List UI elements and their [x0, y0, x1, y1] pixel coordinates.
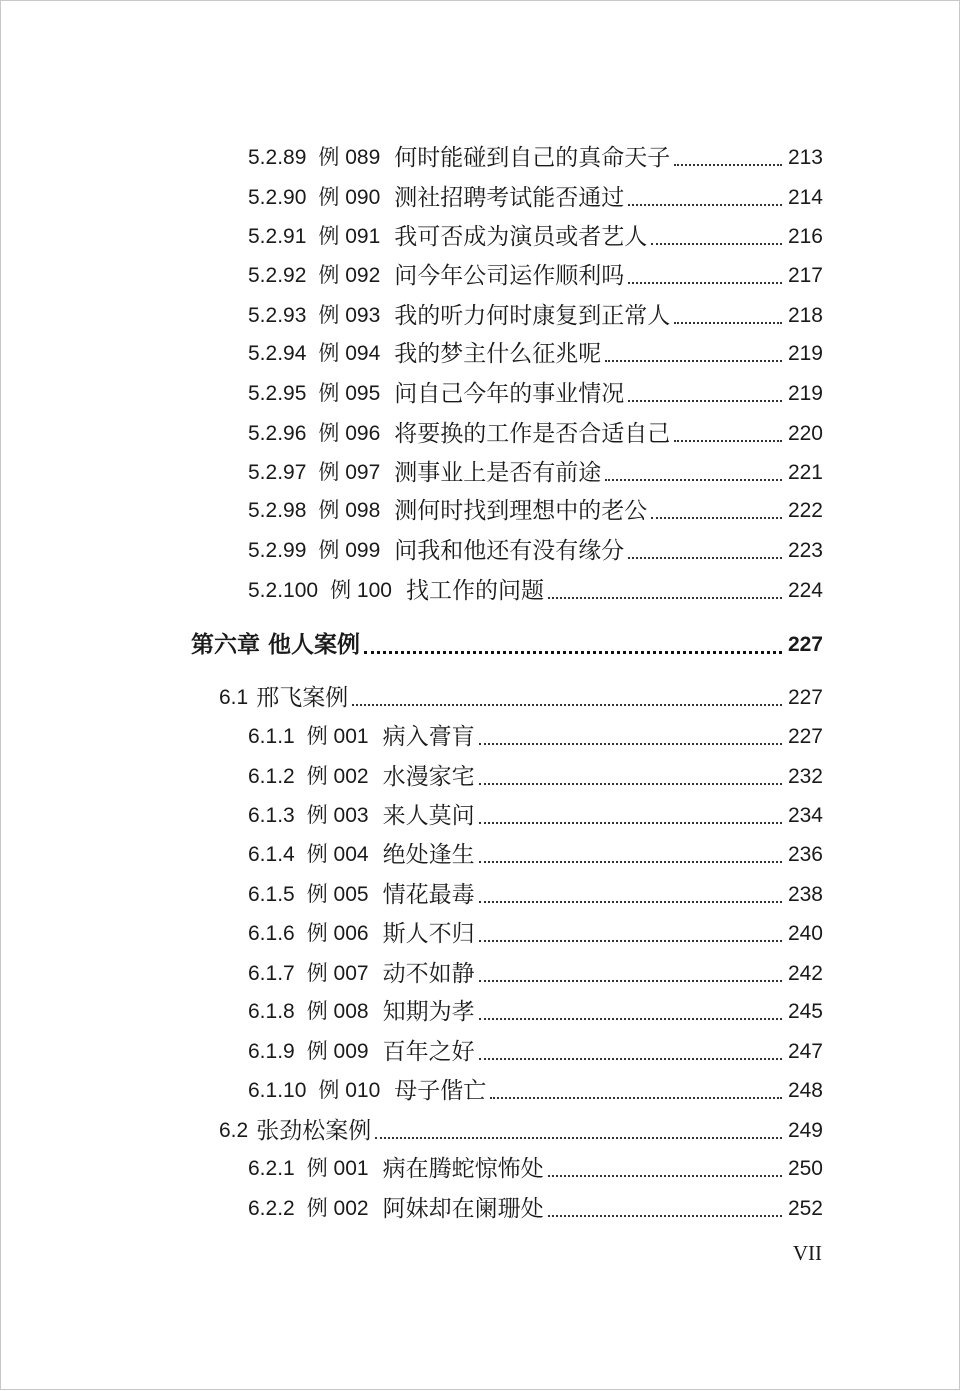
toc-entry[interactable]	[248, 183, 823, 213]
entry-number: 5.2.99	[248, 539, 307, 562]
dot-leader	[479, 901, 782, 903]
toc-entry[interactable]	[248, 919, 823, 949]
dot-leader	[479, 783, 782, 785]
dot-leader	[628, 400, 782, 402]
page-number: 242	[787, 962, 823, 985]
entry-number: 6.1.7	[248, 962, 295, 985]
toc-entry[interactable]	[248, 143, 823, 173]
dot-leader	[628, 204, 782, 206]
entry-title: 将要换的工作是否合适自己	[394, 421, 671, 447]
entry-number: 5.2.95	[248, 382, 307, 405]
dot-leader	[490, 1097, 782, 1099]
toc-section[interactable]	[219, 1116, 823, 1146]
toc-entry[interactable]	[248, 576, 823, 606]
example-label: 例 094	[318, 342, 381, 365]
dot-leader	[651, 517, 782, 519]
entry-title: 测社招聘考试能否通过	[394, 185, 625, 211]
entry-number: 5.2.100	[248, 579, 319, 602]
example-label: 例 089	[318, 146, 381, 169]
entry-title: 问自己今年的事业情况	[394, 381, 625, 407]
example-label: 例 009	[306, 1040, 369, 1063]
entry-title: 问我和他还有没有缘分	[394, 538, 625, 564]
example-label: 例 005	[306, 883, 369, 906]
example-label: 例 010	[318, 1079, 381, 1102]
page-number: 222	[787, 499, 823, 522]
dot-leader	[628, 282, 782, 284]
page-number: 234	[787, 804, 823, 827]
entry-number: 5.2.94	[248, 342, 307, 365]
entry-number: 5.2.92	[248, 264, 307, 287]
example-label: 例 003	[306, 804, 369, 827]
example-label: 例 098	[318, 499, 381, 522]
page-number: 217	[787, 264, 823, 287]
toc-entry[interactable]	[248, 301, 823, 331]
toc-entry[interactable]	[248, 880, 823, 910]
toc-entry[interactable]	[248, 536, 823, 566]
entry-number: 5.2.91	[248, 225, 307, 248]
entry-title: 问今年公司运作顺利吗	[394, 263, 625, 289]
toc-chapter[interactable]	[191, 630, 823, 660]
entry-title: 水漫家宅	[382, 764, 475, 790]
page-number: 248	[787, 1079, 823, 1102]
chapter-title: 第六章 他人案例	[191, 632, 361, 658]
toc-entry[interactable]	[248, 419, 823, 449]
dot-leader	[479, 980, 782, 982]
example-label: 例 007	[306, 962, 369, 985]
example-label: 例 002	[306, 1197, 369, 1220]
toc-entry[interactable]	[248, 801, 823, 831]
entry-number: 6.1.1	[248, 725, 295, 748]
dot-leader	[651, 243, 782, 245]
example-label: 例 001	[306, 725, 369, 748]
example-label: 例 002	[306, 765, 369, 788]
dot-leader	[479, 940, 782, 942]
entry-title: 测事业上是否有前途	[394, 460, 602, 486]
toc-entry[interactable]	[248, 722, 823, 752]
toc-entry[interactable]	[248, 1037, 823, 1067]
example-label: 例 095	[318, 382, 381, 405]
entry-title: 知期为孝	[382, 999, 475, 1025]
toc-entry[interactable]	[248, 379, 823, 409]
page-number: 221	[787, 461, 823, 484]
dot-leader	[674, 164, 782, 166]
example-label: 例 004	[306, 843, 369, 866]
page-number: 240	[787, 922, 823, 945]
entry-title: 我的听力何时康复到正常人	[394, 303, 671, 329]
entry-number: 5.2.97	[248, 461, 307, 484]
entry-title: 斯人不归	[382, 921, 475, 947]
dot-leader	[674, 440, 782, 442]
dot-leader	[548, 1175, 782, 1177]
entry-title: 何时能碰到自己的真命天子	[394, 145, 671, 171]
dot-leader	[479, 743, 782, 745]
dot-leader	[674, 322, 782, 324]
entry-number: 5.2.98	[248, 499, 307, 522]
page-number: 249	[787, 1119, 823, 1142]
page-number: 247	[787, 1040, 823, 1063]
entry-number: 6.1.4	[248, 843, 295, 866]
page-number: 223	[787, 539, 823, 562]
entry-number: 6.2.1	[248, 1157, 295, 1180]
toc-section[interactable]	[219, 683, 823, 713]
dot-leader	[479, 1018, 782, 1020]
dot-leader	[352, 704, 782, 706]
dot-leader	[479, 861, 782, 863]
toc-entry[interactable]	[248, 496, 823, 526]
page-number: 214	[787, 186, 823, 209]
entry-title: 邢飞案例	[256, 685, 349, 711]
page-number: 238	[787, 883, 823, 906]
example-label: 例 096	[318, 422, 381, 445]
page-number: 232	[787, 765, 823, 788]
page-number: 236	[787, 843, 823, 866]
entry-title: 找工作的问题	[405, 578, 544, 604]
entry-number: 6.2	[219, 1119, 249, 1142]
entry-title: 我可否成为演员或者艺人	[394, 224, 648, 250]
entry-number: 5.2.89	[248, 146, 307, 169]
entry-title: 母子偕亡	[394, 1078, 487, 1104]
page-number: 216	[787, 225, 823, 248]
toc-entry[interactable]	[248, 1154, 823, 1184]
page-number: 252	[787, 1197, 823, 1220]
example-label: 例 090	[318, 186, 381, 209]
page-number: 227	[787, 633, 823, 656]
page-number: 224	[787, 579, 823, 602]
entry-number: 5.2.90	[248, 186, 307, 209]
entry-number: 6.1.2	[248, 765, 295, 788]
dot-leader	[479, 822, 782, 824]
entry-title: 张劲松案例	[256, 1118, 372, 1144]
dot-leader	[548, 597, 782, 599]
entry-number: 5.2.93	[248, 304, 307, 327]
dot-leader	[605, 360, 782, 362]
entry-title: 病入膏肓	[382, 724, 475, 750]
toc-entry[interactable]	[248, 959, 823, 989]
entry-title: 绝处逢生	[382, 842, 475, 868]
example-label: 例 006	[306, 922, 369, 945]
example-label: 例 093	[318, 304, 381, 327]
entry-title: 百年之好	[382, 1039, 475, 1065]
example-label: 例 092	[318, 264, 381, 287]
example-label: 例 100	[330, 579, 392, 602]
toc-entry[interactable]	[248, 261, 823, 291]
entry-number: 5.2.96	[248, 422, 307, 445]
entry-number: 6.1.10	[248, 1079, 307, 1102]
page-number: 219	[787, 342, 823, 365]
page-number: 245	[787, 1000, 823, 1023]
toc-entry[interactable]	[248, 997, 823, 1027]
dot-leader	[548, 1215, 782, 1217]
toc-entry[interactable]	[248, 1194, 823, 1224]
page-number: 227	[787, 686, 823, 709]
table-of-contents	[1, 1, 960, 1391]
dot-leader	[479, 1058, 782, 1060]
entry-title: 测何时找到理想中的老公	[394, 498, 648, 524]
entry-title: 来人莫问	[382, 803, 475, 829]
toc-entry[interactable]	[248, 222, 823, 252]
entry-number: 6.1.5	[248, 883, 295, 906]
page-number: 227	[787, 725, 823, 748]
entry-title: 病在腾蛇惊怖处	[382, 1156, 544, 1182]
entry-title: 情花最毒	[382, 882, 475, 908]
entry-number: 6.2.2	[248, 1197, 295, 1220]
toc-entry[interactable]	[248, 339, 823, 369]
page-number: 220	[787, 422, 823, 445]
example-label: 例 099	[318, 539, 381, 562]
entry-number: 6.1	[219, 686, 249, 709]
dot-leader	[375, 1137, 782, 1139]
entry-title: 我的梦主什么征兆呢	[394, 341, 602, 367]
entry-number: 6.1.9	[248, 1040, 295, 1063]
page-number: 219	[787, 382, 823, 405]
example-label: 例 008	[306, 1000, 369, 1023]
toc-entry[interactable]	[248, 840, 823, 870]
entry-title: 动不如静	[382, 961, 475, 987]
entry-number: 6.1.8	[248, 1000, 295, 1023]
dot-leader	[628, 557, 782, 559]
toc-entry[interactable]	[248, 458, 823, 488]
entry-title: 阿妹却在阑珊处	[382, 1196, 544, 1222]
dot-leader	[364, 651, 782, 654]
page-number: 218	[787, 304, 823, 327]
dot-leader	[605, 479, 782, 481]
page-number: 250	[787, 1157, 823, 1180]
example-label: 例 091	[318, 225, 381, 248]
example-label: 例 001	[306, 1157, 369, 1180]
example-label: 例 097	[318, 461, 381, 484]
toc-entry[interactable]	[248, 1076, 823, 1106]
entry-number: 6.1.3	[248, 804, 295, 827]
footer-page-number: VII	[792, 1241, 822, 1265]
toc-entry[interactable]	[248, 762, 823, 792]
page-number: 213	[787, 146, 823, 169]
entry-number: 6.1.6	[248, 922, 295, 945]
